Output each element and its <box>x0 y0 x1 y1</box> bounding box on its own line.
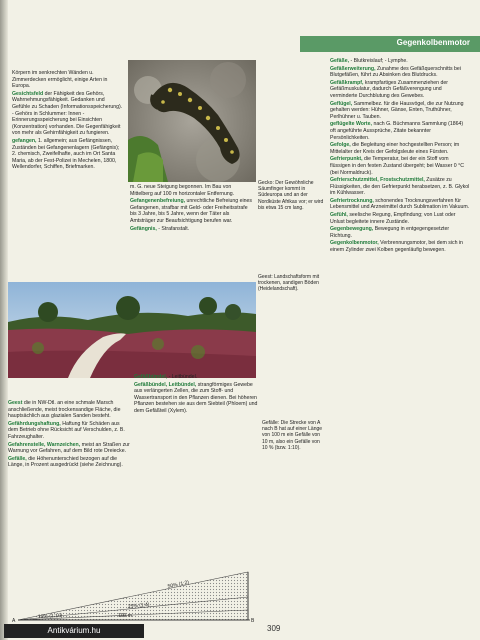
entry-text: krampfartiges Zusammenziehen der Gefäßmuskulatur, dadurch Gefäßverengung und verminderte Durchblutung des Gewebes. <box>330 79 448 99</box>
entry <box>8 421 130 441</box>
entry-keyword: Gefolge, <box>330 142 351 149</box>
heath-photo <box>8 282 256 378</box>
entry <box>330 198 470 211</box>
entry-keyword: Geest <box>8 400 23 406</box>
entry-keyword: Gefäßerweiterung, <box>330 65 376 72</box>
entry <box>130 198 254 224</box>
heath-image <box>8 282 256 378</box>
page-gutter <box>0 0 8 640</box>
entry-keyword: Gefriertrocknung, <box>330 197 374 204</box>
entry-text: m. G. neue Steigung begonnen. Im Bau von Mittelberg auf 100 m horizontaler Entfernung. <box>130 184 235 197</box>
middle-column-top <box>130 184 254 266</box>
entry <box>12 91 124 137</box>
entry <box>12 138 124 171</box>
left-column-top <box>12 70 124 280</box>
entry-keyword: Gesichtsfeld <box>12 90 44 97</box>
entry-text: der Fähigkeit des Gehörs, Wahrnehmungsfähigkeit. Gedanken und Gefühle zu Schaden (Informationsspeicherung). - Gehörs in Schlummer: Innen - Erinnerungsspeicherung bei Einsichten (Konzentration) vorhanden. Die Gegenfähigkeit von mehr als Gehirnfähigkeit zu fungieren. <box>12 90 123 137</box>
gecko-photo <box>128 60 256 182</box>
entry-text: 1. allgemein; aus Gefängnissen, Zuständen bei Gefangenenlagern (Gefängnis); 2. chemisch, Zweifelhafte, auch im Ort Santa Maria, ab der Fest-Polizei in Mechelen, 1800, Wellendorfer, Schiffen, Briefmarken. <box>12 137 120 171</box>
entry-text: Verbrennungsmotor, bei dem sich in einem Zylinder zwei Kolben gegenläufig bewegen. <box>330 240 463 254</box>
slope-diagram <box>8 570 258 624</box>
entry-keyword: Gefangenenbefreiung, <box>130 198 186 205</box>
header-bar <box>300 36 480 52</box>
entry-text: Zusätze zu Flüssigkeiten, die den Gefrierpunkt herabsetzen, z. B. Glykol im Kühlwasser. <box>330 177 470 197</box>
entry <box>330 58 470 65</box>
entry-text: Haftung für Schäden aus dem Betrieb ohne Rücksicht auf Verschulden, z. B. Fahrzeughalter. <box>8 420 125 440</box>
entry <box>330 121 470 141</box>
entry-keyword: Gefäßbündel, Leitbündel, <box>134 381 197 388</box>
entry-keyword: Gegenkolbenmotor, <box>330 240 379 247</box>
entry-text: - Leitbündel. <box>168 374 198 380</box>
gecko-caption: Gecko: Der Gewöhnliche Säumfinger kommt in Südeuropa und an der Nordküste Afrikas vor; er wird bis etwa 15 cm lang. <box>258 180 324 211</box>
entry <box>330 66 470 79</box>
entry-keyword: Gefrierpunkt, <box>330 156 363 163</box>
heath-caption: Geest: Landschaftsform mit trockenen, sandigen Böden (Heidelandschaft). <box>258 274 320 293</box>
entry <box>8 456 130 469</box>
entry-text: die Temperatur, bei der ein Stoff vom flüssigen in den festen Zustand übergeht; bei Wasser 0 °C (bei Normaldruck). <box>330 156 464 176</box>
entry-keyword: gefangen, <box>12 137 37 144</box>
entry-text: - Strafanstalt. <box>158 225 190 232</box>
slope-label-low: 10% (1:10) <box>37 612 63 620</box>
entry-text: Zunahme des Gefäßquerschnitts bei Blutgefäßen, führt zu Absinken des Blutdrucks. <box>330 65 461 79</box>
entry <box>330 177 470 197</box>
entry-keyword: Gefäße, <box>330 58 350 64</box>
entry-keyword: geflügelte Worte, <box>330 121 372 128</box>
entry-text: nach G. Büchmanns Sammlung (1864) oft angeführte Aussprüche, Zitate bekannter Persönlichkeiten. <box>330 121 464 141</box>
entry-keyword: Gefrierschutzmittel, Frostschutzmittel, <box>330 177 425 184</box>
page-number: 309 <box>267 624 281 633</box>
point-b-label: B <box>251 618 255 624</box>
entry <box>330 240 470 253</box>
point-a-label: A <box>12 618 16 624</box>
entry-keyword: Geflügel, <box>330 100 353 107</box>
entry-text: schonendes Trocknungsverfahren für Lebensmittel und Arzneimittel durch Sublimation im Vakuum. <box>330 197 470 211</box>
entry <box>330 212 470 225</box>
entry <box>8 442 130 455</box>
entry <box>330 101 470 121</box>
entry-text: unrechtliche Befreiung eines Gefangenen, strafbar mit Geld- oder Freiheitsstrafe bis 3 Jahre, bis 5 Jahre, wenn der Täter als Amtsträger zur Beaufsichtigung berufen war. <box>130 198 252 224</box>
entry-text: strangförmiges Gewebe aus verlängerten Zellen, die zum Stoff- und Wassertransport in den Pflanzen dienen. Bei höheren Pflanzen bestehen sie aus dem Siebteil (Phloem) und dem Gefäßteil (Xylem). <box>134 381 258 414</box>
entry-text: Bewegung in entgegengesetzter Richtung. <box>330 226 450 239</box>
entry <box>330 156 470 176</box>
entry-keyword: Gefängnis, <box>130 225 157 232</box>
entry <box>134 374 260 381</box>
gecko-image <box>128 60 256 182</box>
entry-text: Körpern im senkrechten Wänden u. Zimmerdecken ermöglicht, einige Arten in Europa. <box>12 70 108 90</box>
entry <box>8 400 130 420</box>
running-head: Gegenkolbenmotor <box>396 38 470 47</box>
entry <box>330 80 470 100</box>
entry-keyword: Gefäßbündel, <box>134 374 168 380</box>
entry-keyword: Gefäßkrampf, <box>330 79 364 86</box>
base-length-label: 100 m <box>118 613 132 619</box>
entry-text: seelische Regung, Empfindung; von Lust oder Unlust begleitete innere Zustände. <box>330 212 456 225</box>
slope-diagram-svg <box>8 570 258 624</box>
right-column <box>330 58 470 620</box>
entry-text: die in NW-Dtl. an eine schmale Marsch anschließende, meist trockensandige Fläche, die hauptsächlich aus glazialen Sanden besteht. <box>8 400 121 420</box>
watermark: Antikvárium.hu <box>4 624 144 638</box>
entry <box>330 226 470 239</box>
diagram-caption: Gefälle: Die Strecke von A nach B hat auf einer Länge von 100 m ein Gefälle von 10 m, also ein Gefälle von 10 % (bzw. 1:10). <box>262 420 323 451</box>
entry-text: - Blutkreislauf; - Lymphe. <box>350 58 408 64</box>
entry-keyword: Gefährdungshaftung, <box>8 420 61 427</box>
entry <box>134 382 260 415</box>
slope-label-mid: 25% (1:4) <box>127 601 150 610</box>
slope-label-top: 50% (1:2) <box>167 579 190 590</box>
entry <box>12 70 124 90</box>
entry <box>330 142 470 155</box>
entry <box>130 184 254 197</box>
entry-text: die Höhenunterschied bezogen auf die Länge, in Prozent ausgedrückt (siehe Zeichnung). <box>8 455 123 469</box>
entry <box>130 226 254 233</box>
middle-column-bottom <box>134 374 260 570</box>
entry-keyword: Gefühl, <box>330 212 348 219</box>
entry-text: meist an Straßen zur Warnung vor Gefahren, auf dem Bild rote Dreiecke. <box>8 441 130 455</box>
entry-text: Sammelbez. für die Hausvögel, die zur Nutzung gehalten werden: Hühner, Gänse, Enten, Truthühner, Perlhühner u. Tauben. <box>330 100 464 120</box>
entry-text: die Begleitung einer hochgestellten Person; im Mittelalter der Kreis der Gefolgsleute eines Fürsten. <box>330 142 460 155</box>
entry-keyword: Gefahrenstelle, Warnzeichen, <box>8 441 81 448</box>
entry-keyword: Gegenbewegung, <box>330 226 374 233</box>
entry-keyword: Gefälle, <box>8 455 27 462</box>
left-column-bottom <box>8 400 130 560</box>
